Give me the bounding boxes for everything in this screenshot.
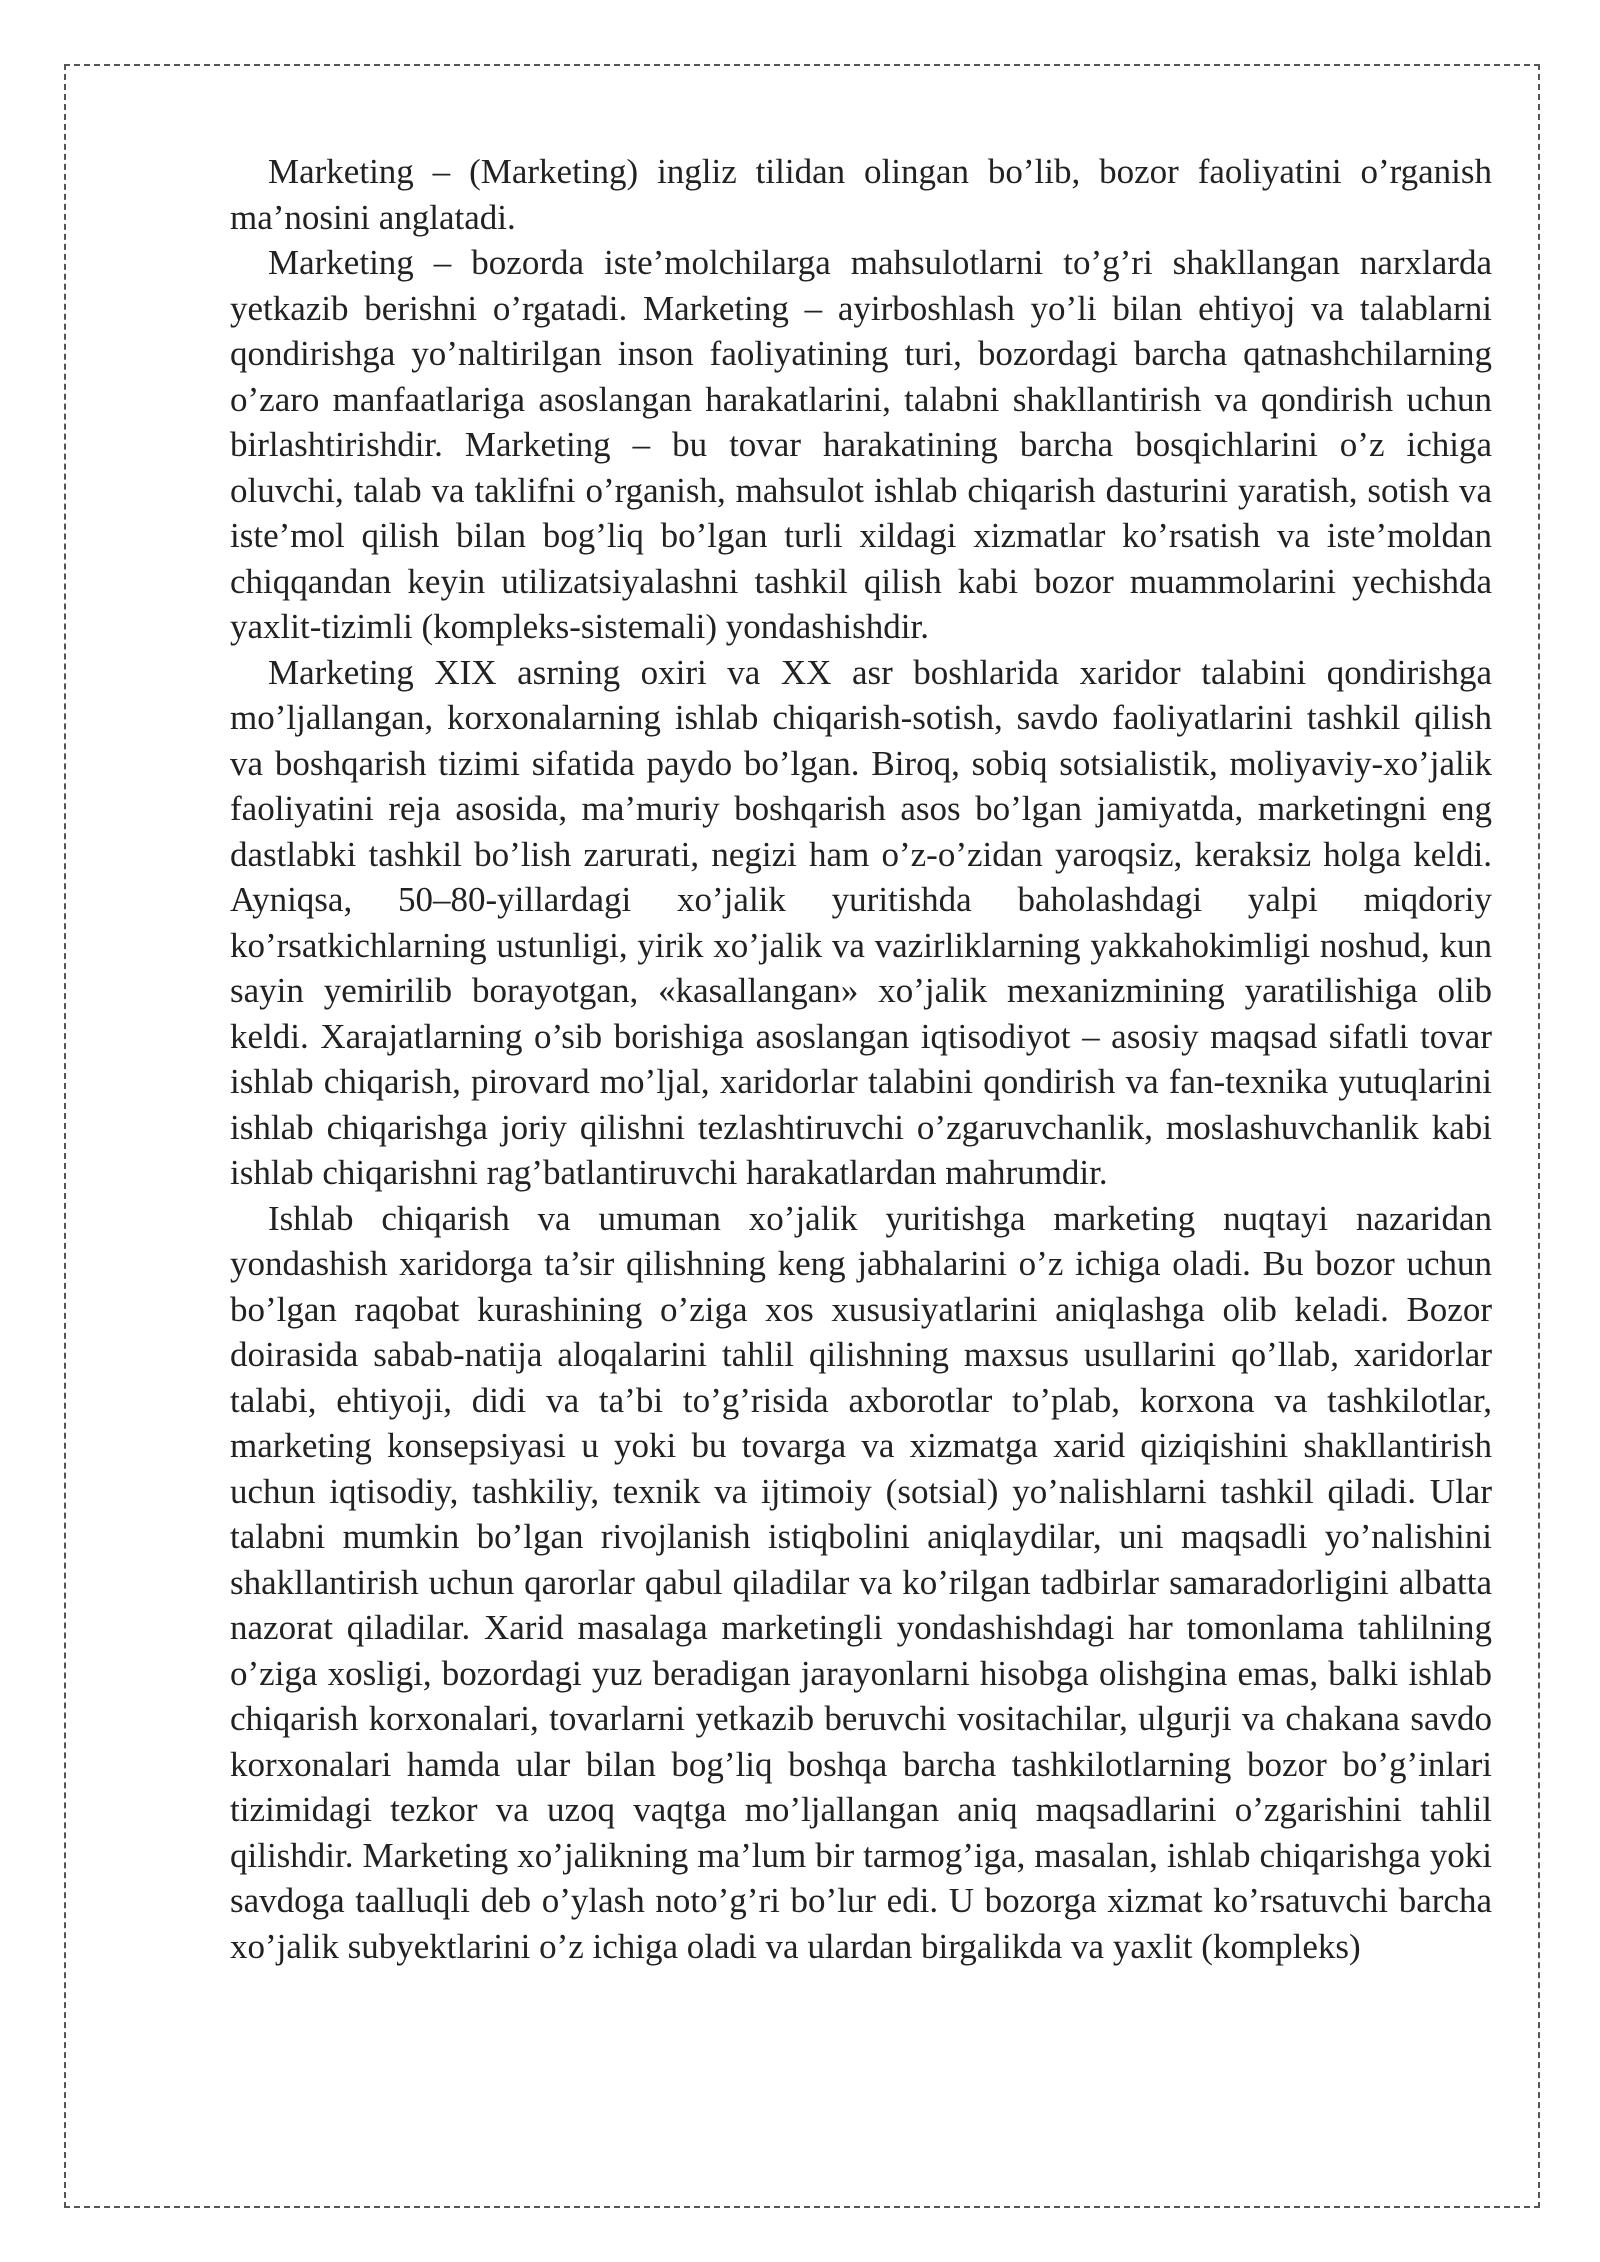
paragraph-marketing-purpose: Marketing – bozorda iste’molchilarga mahsulotlarni to’g’ri shakllangan narxlarda yetkazib berishni o’rgatadi. Marketing – ayirboshlash yo’li bilan ehtiyoj va talablarni qondirishga yo’naltirilgan inson faoliyatining turi, bozordagi barcha qatnashchilarning o’zaro manfaatlariga asoslangan harakatlarini, talabni shakllantirish va qondirish uchun birlashtirishdir. Marketing – bu tovar harakatining barcha bosqichlarini o’z ichiga oluvchi, talab va taklifni o’rganish, mahsulot ishlab chiqarish dasturini yaratish, sotish va iste’mol qilish bilan bog’liq bo’lgan turli xildagi xizmatlar ko’rsatish va iste’moldan chiqqandan keyin utilizatsiyalashni tashkil qilish kabi bozor muammolarini yechishda yaxlit-tizimli (kompleks-sistemali) yondashishdir.	[230, 243, 1492, 646]
paragraph-marketing-approach: Ishlab chiqarish va umuman xo’jalik yuritishga marketing nuqtayi nazaridan yondashish xaridorga ta’sir qilishning keng jabhalarini o’z ichiga oladi. Bu bozor uchun bo’lgan raqobat kurashining o’ziga xos xususiyatlarini aniqlashga olib keladi. Bozor doirasida sabab-natija aloqalarini tahlil qilishning maxsus usullarini qo’llab, xaridorlar talabi, ehtiyoji, didi va ta’bi to’g’risida axborotlar to’plab, korxona va tashkilotlar, marketing konsepsiyasi u yoki bu tovarga va xizmatga xarid qiziqishini shakllantirish uchun iqtisodiy, tashkiliy, texnik va ijtimoiy (sotsial) yo’nalishlarni tashkil qiladi. Ular talabni mumkin bo’lgan rivojlanish istiqbolini aniqlaydilar, uni maqsadli yo’nalishini shakllantirish uchun qarorlar qabul qiladilar va ko’rilgan tadbirlar samaradorligini albatta nazorat qiladilar. Xarid masalaga marketingli yondashishdagi har tomonlama tahlilning o’ziga xosligi, bozordagi yuz beradigan jarayonlarni hisobga olishgina emas, balki ishlab chiqarish korxonalari, tovarlarni yetkazib beruvchi vositachilar, ulgurji va chakana savdo korxonalari hamda ular bilan bog’liq boshqa barcha tashkilotlarning bozor bo’g’inlari tizimidagi tezkor va uzoq vaqtga mo’ljallangan aniq maqsadlarini o’zgarishini tahlil qilishdir. Marketing xo’jalikning ma’lum bir tarmog’iga, masalan, ishlab chiqarishga yoki savdoga taalluqli deb o’ylash noto’g’ri bo’lur edi. U bozorga xizmat ko’rsatuvchi barcha xo’jalik subyektlarini o’z ichiga oladi va ulardan birgalikda va yaxlit (kompleks)	[230, 1198, 1492, 1966]
document-body	[230, 149, 1492, 1969]
paragraph-definition: Marketing – (Marketing) ingliz tilidan olingan bo’lib, bozor faoliyatini o’rganish ma’nosini anglatadi.	[230, 152, 1492, 237]
paragraph-marketing-history: Marketing XIX asrning oxiri va XX asr boshlarida xaridor talabini qondirishga mo’ljallangan, korxonalarning ishlab chiqarish-sotish, savdo faoliyatlarini tashkil qilish va boshqarish tizimi sifatida paydo bo’lgan. Biroq, sobiq sotsialistik, moliyaviy-xo’jalik faoliyatini reja asosida, ma’muriy boshqarish asos bo’lgan jamiyatda, marketingni eng dastlabki tashkil bo’lish zarurati, negizi ham o’z-o’zidan yaroqsiz, keraksiz holga keldi. Ayniqsa, 50–80-yillardagi xo’jalik yuritishda baholashdagi yalpi miqdoriy ko’rsatkichlarning ustunligi, yirik xo’jalik va vazirliklarning yakkahokimligi noshud, kun sayin yemirilib borayotgan, «kasallangan» xo’jalik mexanizmining yaratilishiga olib keldi. Xarajatlarning o’sib borishiga asoslangan iqtisodiyot – asosiy maqsad sifatli tovar ishlab chiqarish, pirovard mo’ljal, xaridorlar talabini qondirish va fan-texnika yutuqlarini ishlab chiqarishga joriy qilishni tezlashtiruvchi o’zgaruvchanlik, moslashuvchanlik kabi ishlab chiqarishni rag’batlantiruvchi harakatlardan mahrumdir.	[230, 652, 1492, 1192]
